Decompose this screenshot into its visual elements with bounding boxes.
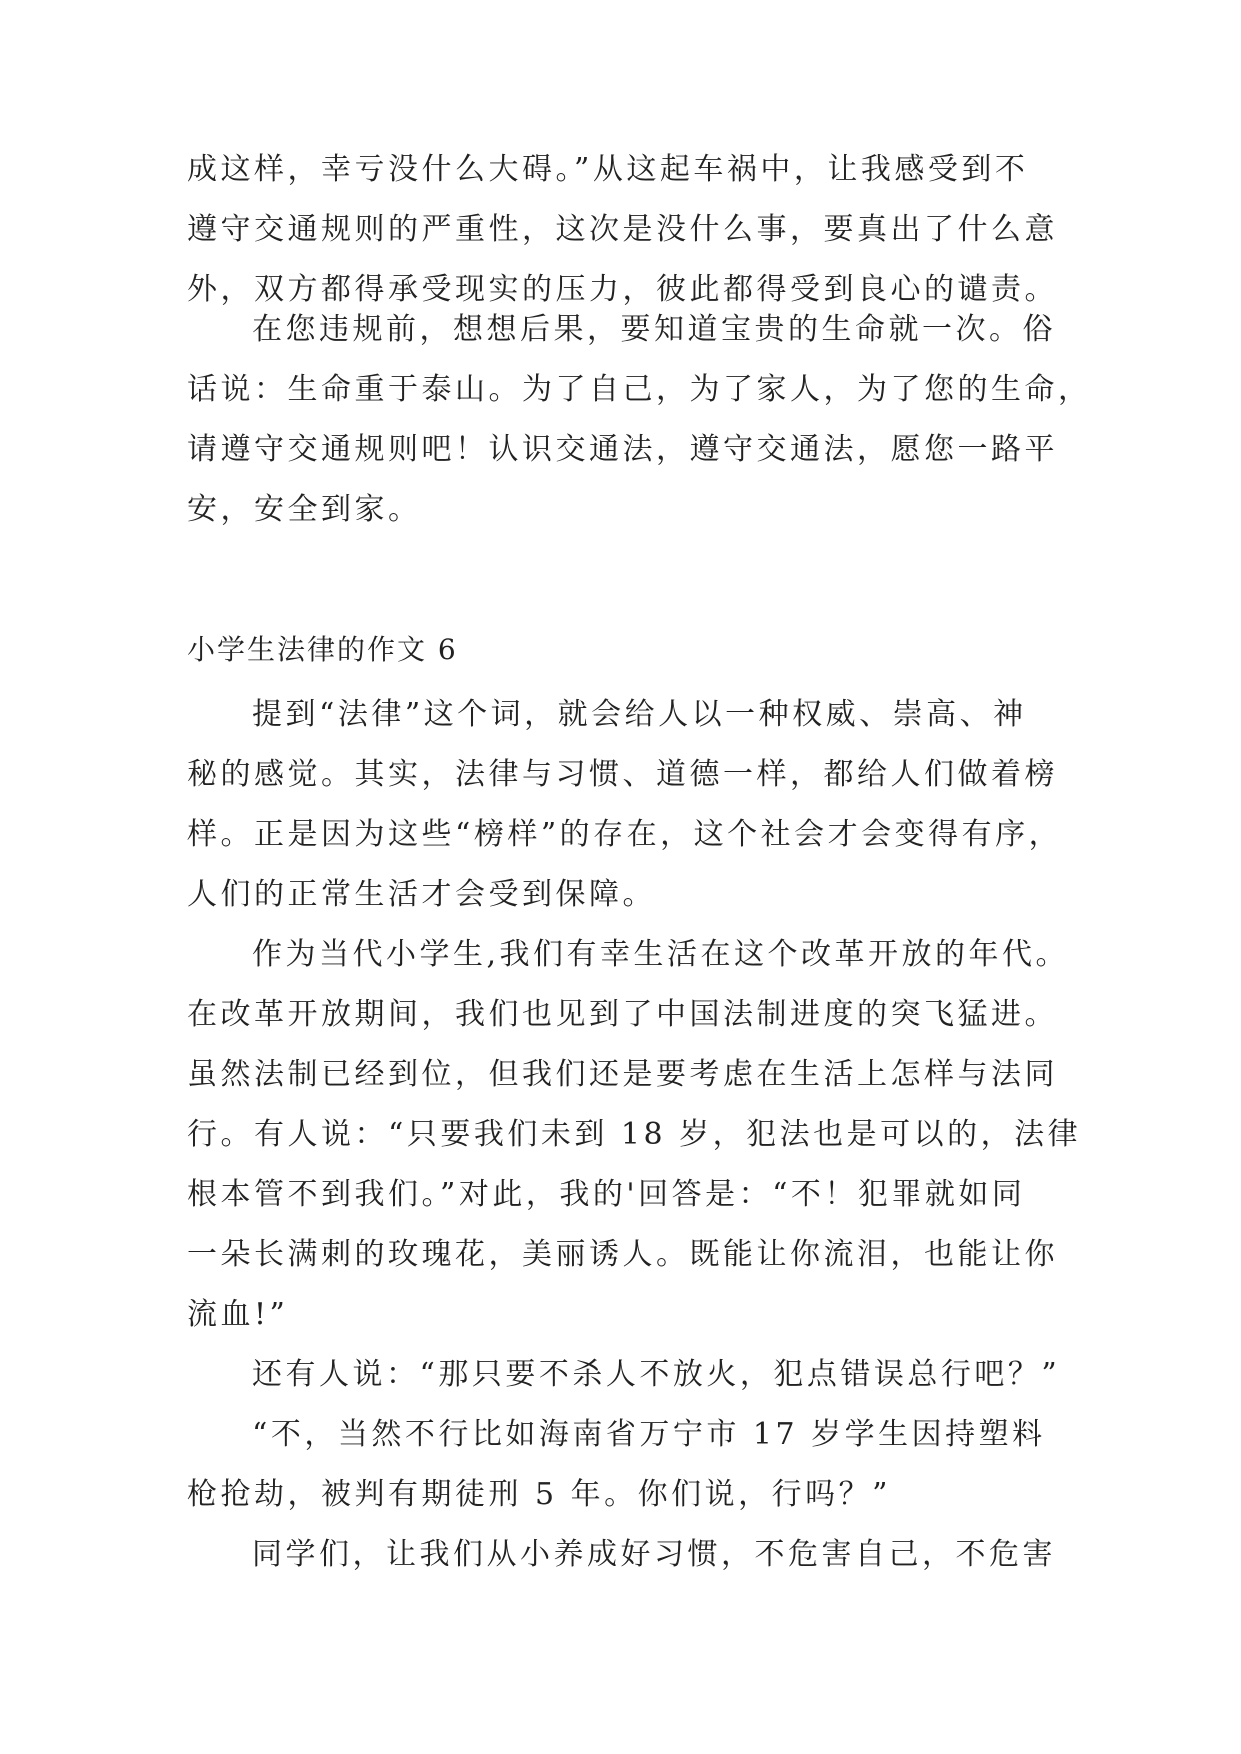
paragraph-7	[187, 1525, 1067, 1585]
text-line: 行。有人说：“只要我们未到 18 岁，犯法也是可以的，法律	[187, 1117, 1082, 1152]
paragraph-6	[187, 1405, 1067, 1525]
text-line: 安，安全到家。	[187, 492, 422, 527]
paragraph-4	[187, 925, 1082, 1345]
text-line: 样。正是因为这些“榜样”的存在，这个社会才会变得有序，	[187, 817, 1063, 852]
text-line: 根本管不到我们。”对此，我的'回答是：“不！犯罪就如同	[187, 1177, 1026, 1212]
text-line: 虽然法制已经到位，但我们还是要考虑在生活上怎样与法同	[187, 1057, 1058, 1092]
text-line: 请遵守交通规则吧！认识交通法，遵守交通法，愿您一路平	[187, 432, 1058, 467]
paragraph-2	[187, 300, 1092, 540]
section-heading-block	[187, 620, 1067, 680]
text-line: 秘的感觉。其实，法律与习惯、道德一样，都给人们做着榜	[187, 757, 1058, 792]
text-line: 流血!”	[187, 1297, 289, 1332]
paragraph-3	[187, 685, 1067, 925]
section-heading: 小学生法律的作文 6	[187, 633, 458, 666]
text-line: 外，双方都得承受现实的压力，彼此都得受到良心的谴责。	[187, 272, 1058, 307]
paragraph-continued	[187, 140, 1067, 320]
text-line: 提到“法律”这个词，就会给人以一种权威、崇高、神	[252, 697, 1027, 732]
text-line: 枪抢劫，被判有期徒刑 5 年。你们说，行吗？”	[187, 1477, 891, 1512]
text-line: 在您违规前，想想后果，要知道宝贵的生命就一次。俗	[252, 312, 1056, 347]
text-line: 还有人说：“那只要不杀人不放火，犯点错误总行吧？”	[252, 1357, 1061, 1392]
text-line: 人们的正常生活才会受到保障。	[187, 877, 656, 912]
paragraph-5	[187, 1345, 1067, 1405]
text-line: 成这样，幸亏没什么大碍。”从这起车祸中，让我感受到不	[187, 152, 1029, 187]
text-line: 同学们，让我们从小养成好习惯，不危害自己，不危害	[252, 1537, 1056, 1572]
text-line: 话说：生命重于泰山。为了自己，为了家人，为了您的生命，	[187, 372, 1092, 407]
text-line: 一朵长满刺的玫瑰花，美丽诱人。既能让你流泪，也能让你	[187, 1237, 1058, 1272]
text-line: 在改革开放期间，我们也见到了中国法制进度的突飞猛进。	[187, 997, 1058, 1032]
text-line: “不，当然不行比如海南省万宁市 17 岁学生因持塑料	[252, 1417, 1046, 1452]
text-line: 作为当代小学生,我们有幸生活在这个改革开放的年代。	[252, 937, 1070, 972]
text-line: 遵守交通规则的严重性，这次是没什么事，要真出了什么意	[187, 212, 1058, 247]
